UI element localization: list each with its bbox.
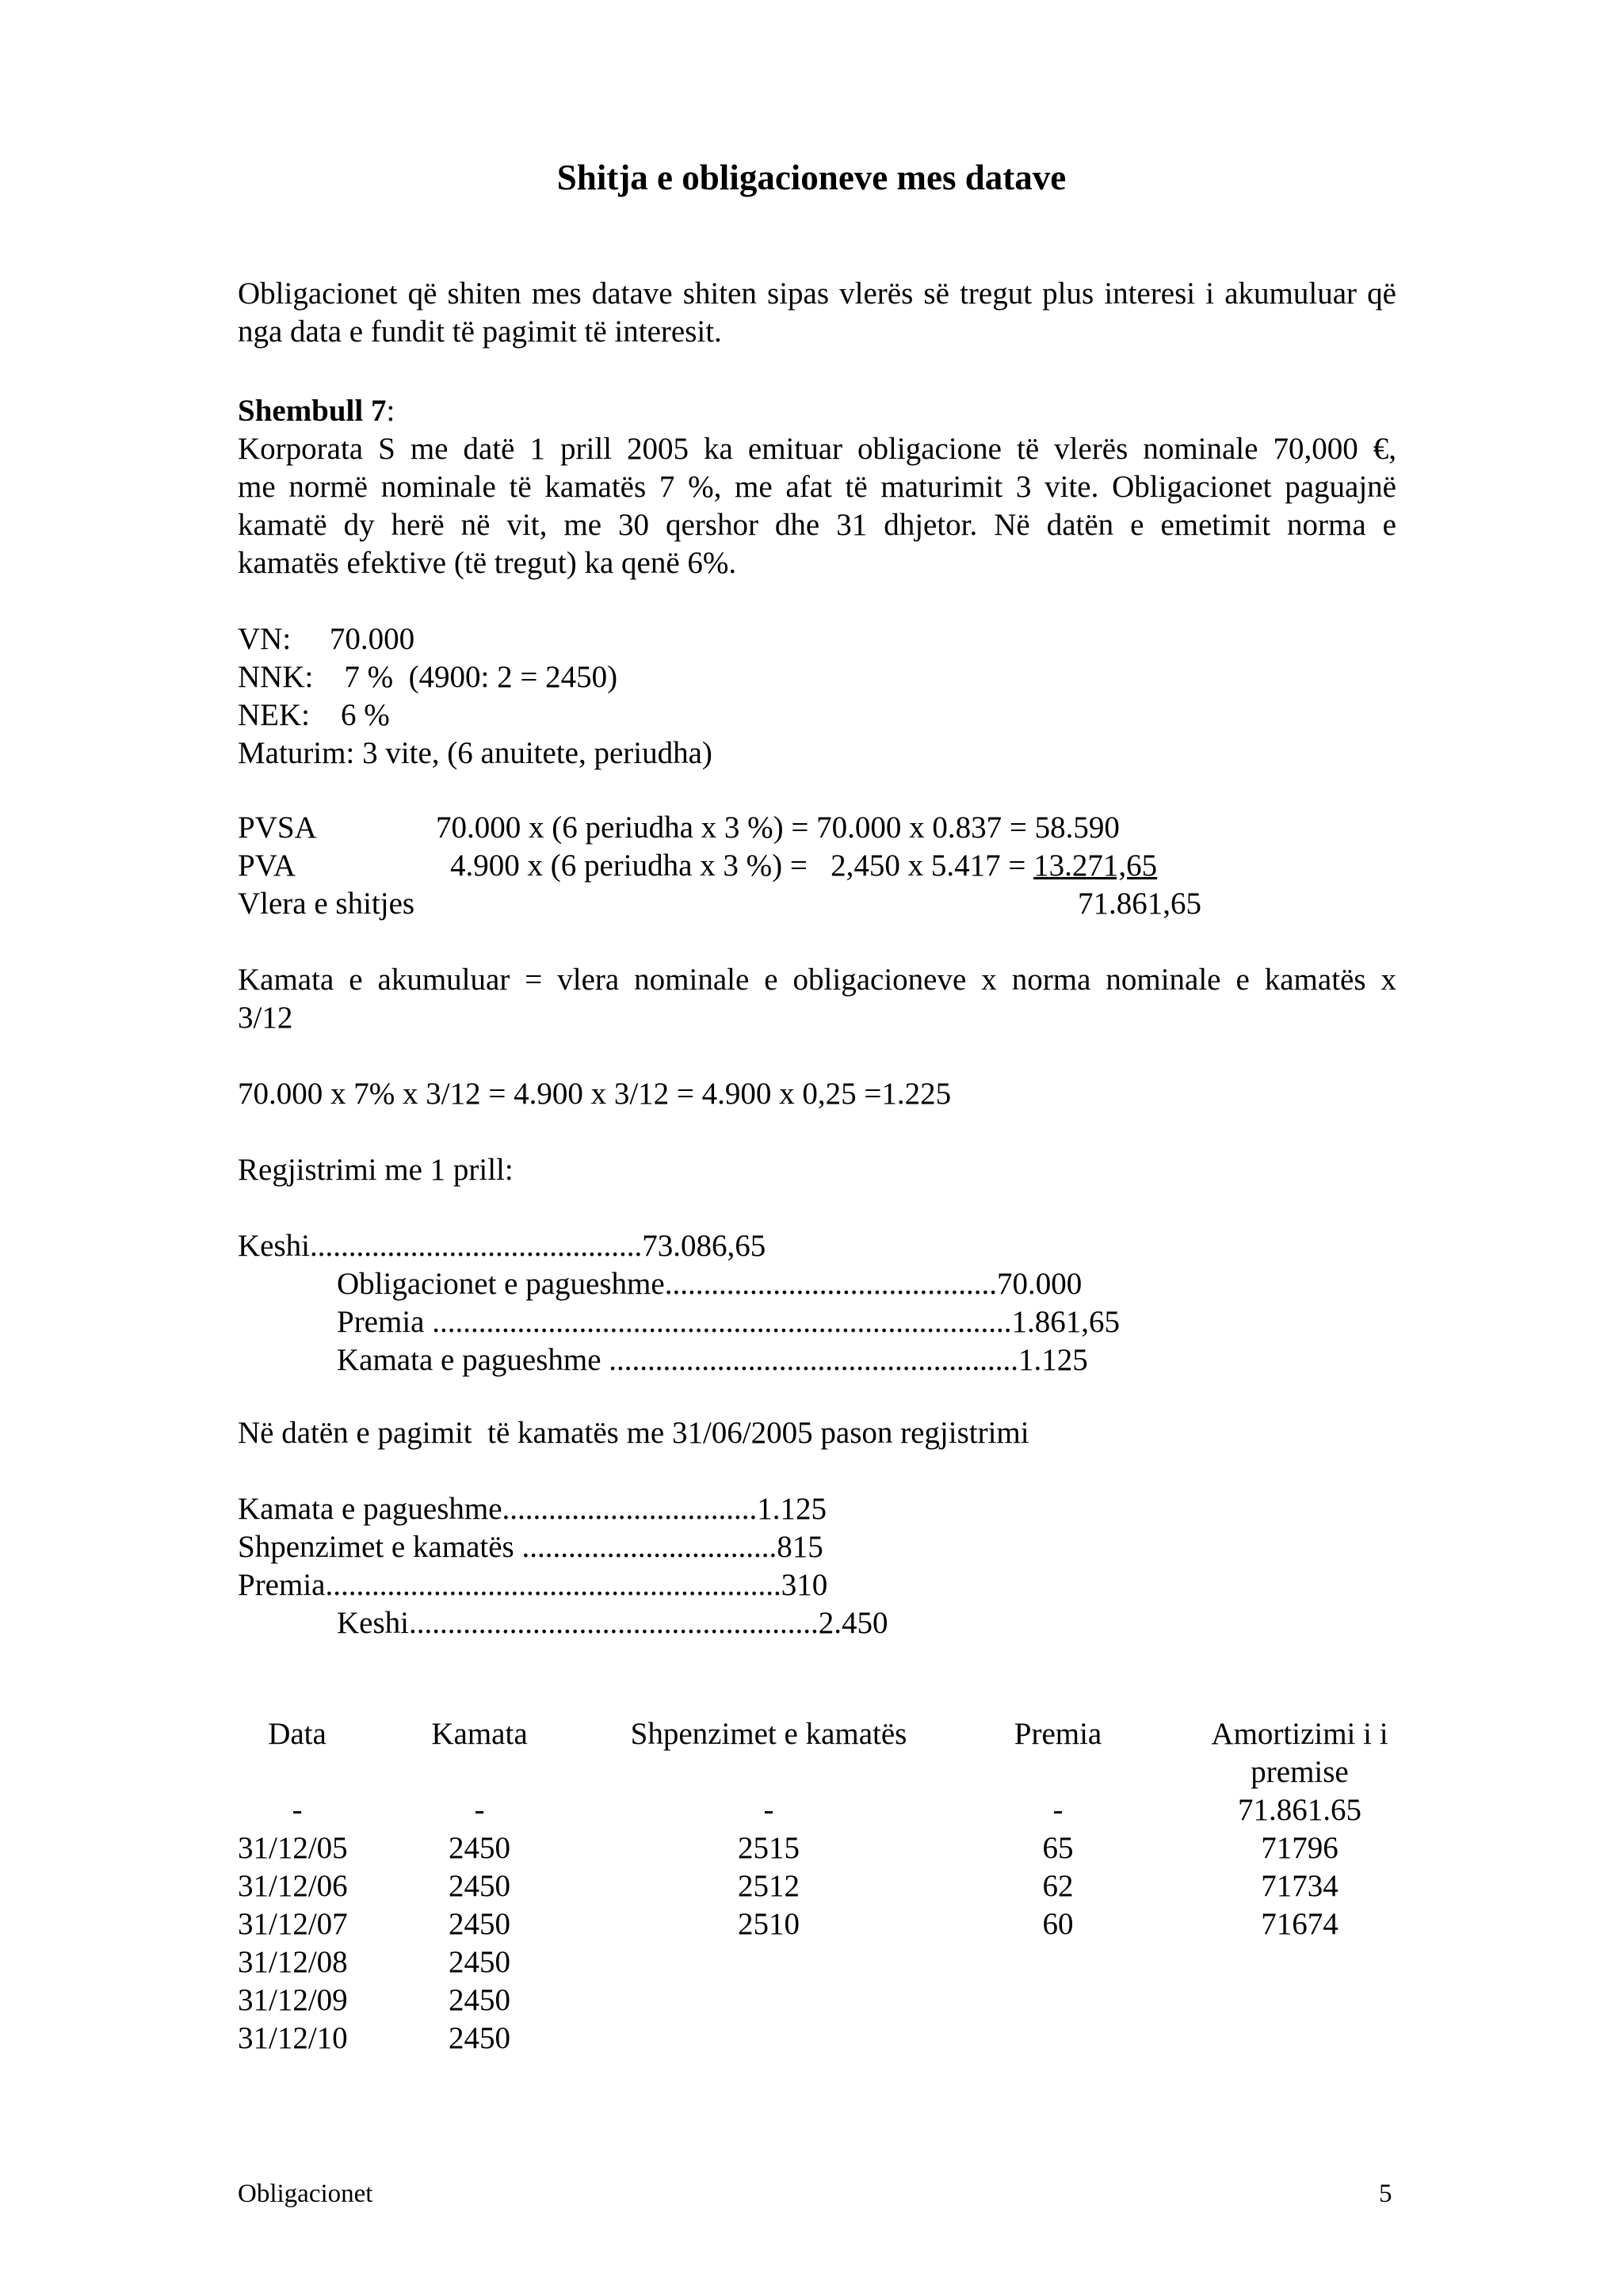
example-line-1: Korporata S me datë 1 prill 2005 ka emituar obligacione të vlerës nominale 70,000 €,: [238, 432, 1396, 466]
pvsa-label: PVSA: [238, 810, 317, 845]
pva-formula-text: 4.900 x (6 periudha x 3 %) = 2,450 x 5.417 =: [450, 849, 1034, 883]
example-heading: [238, 392, 395, 430]
sale-value: 71.861,65: [1078, 887, 1201, 921]
table-cell-kamata: 2450: [449, 1983, 510, 2017]
table-header-kamata: Kamata: [431, 1717, 528, 1751]
table-cell-shpenzimet: 2510: [738, 1907, 800, 1941]
table-cell-kamata: 2450: [449, 1907, 510, 1941]
table-cell-date: 31/12/10: [238, 2021, 348, 2055]
page-title: Shitja e obligacioneve mes datave: [556, 158, 1067, 197]
intro-paragraph: Obligacionet që shiten mes datave shiten sipas vlerës së tregut plus interesi i akumuluar që nga data e fundit të pagimit të interesit.: [238, 277, 1396, 349]
example-line-2: me normë nominale të kamatës 7 %, me afat të maturimit 3 vite. Obligacionet paguajnë: [238, 470, 1396, 504]
given-nek: NEK: 6 %: [238, 698, 390, 732]
table-cell-premia: 62: [1042, 1869, 1074, 1903]
table-cell-kamata: 2450: [449, 1869, 510, 1903]
entry1-heading: Regjistrimi me 1 prill:: [238, 1153, 514, 1187]
table-cell-shpenzimet: 2515: [738, 1831, 800, 1865]
table-cell-kamata: 2450: [449, 1945, 510, 1979]
table-cell-premia: -: [1052, 1793, 1064, 1827]
table-cell-amortizimi: 71796: [1261, 1831, 1338, 1865]
entry1-credit-interest: Kamata e pagueshme .....................................................1.125: [337, 1343, 1088, 1377]
entry2-heading: Në datën e pagimit të kamatës me 31/06/2005 pason regjistrimi: [238, 1416, 1029, 1450]
table-cell-kamata: -: [474, 1793, 485, 1827]
table-cell-amortizimi: 71.861.65: [1238, 1793, 1361, 1827]
pvsa-formula: 70.000 x (6 periudha x 3 %) = 70.000 x 0.837 = 58.590: [436, 810, 1120, 845]
table-cell-date: 31/12/06: [238, 1869, 348, 1903]
table-header-premia: Premia: [1014, 1717, 1102, 1751]
example-line-4: kamatës efektive (të tregut) ka qenë 6%.: [238, 546, 737, 580]
table-cell-date: 31/12/09: [238, 1983, 348, 2017]
given-maturity: Maturim: 3 vite, (6 anuitete, periudha): [238, 736, 712, 770]
table-cell-kamata: 2450: [449, 1831, 510, 1865]
table-cell-date: -: [292, 1793, 303, 1827]
pva-formula: [450, 847, 1157, 885]
table-cell-kamata: 2450: [449, 2021, 510, 2055]
table-cell-shpenzimet: -: [763, 1793, 774, 1827]
footer-page-number: 5: [1379, 2180, 1392, 2208]
table-cell-premia: 60: [1042, 1907, 1074, 1941]
entry1-credit-bonds: Obligacionet e pagueshme...........................................70.000: [337, 1267, 1083, 1301]
table-header-data: Data: [268, 1717, 327, 1751]
table-cell-premia: 65: [1042, 1831, 1074, 1865]
entry1-credit-premium: Premia ...........................................................................1.861,65: [337, 1305, 1120, 1339]
table-cell-date: 31/12/05: [238, 1831, 348, 1865]
entry2-debit-interest-expense: Shpenzimet e kamatës .................................815: [238, 1530, 823, 1564]
example-heading-label: Shembull 7: [238, 394, 387, 428]
table-cell-amortizimi: 71674: [1261, 1907, 1338, 1941]
footer-section-title: Obligacionet: [238, 2180, 373, 2208]
accrued-interest-line-1: Kamata e akumuluar = vlera nominale e obligacioneve x norma nominale e kamatës x: [238, 963, 1396, 997]
entry2-debit-premium: Premia...........................................................310: [238, 1568, 828, 1602]
entry2-debit-interest-payable: Kamata e pagueshme.................................1.125: [238, 1492, 827, 1526]
table-cell-date: 31/12/07: [238, 1907, 348, 1941]
table-cell-date: 31/12/08: [238, 1945, 348, 1979]
table-cell-shpenzimet: 2512: [738, 1869, 800, 1903]
given-vn: VN: 70.000: [238, 622, 415, 656]
entry2-credit-cash: Keshi.....................................................2.450: [337, 1606, 888, 1640]
entry1-debit-cash: Keshi...........................................73.086,65: [238, 1229, 766, 1263]
sale-value-label: Vlera e shitjes: [238, 887, 415, 921]
table-cell-amortizimi: 71734: [1261, 1869, 1338, 1903]
accrued-interest-line-2: 3/12: [238, 1001, 293, 1035]
table-header-amortizimi-cont: premise: [1251, 1755, 1349, 1789]
example-heading-colon: :: [386, 394, 395, 428]
example-line-3: kamatë dy herë në vit, me 30 qershor dhe 31 dhjetor. Në datën e emetimit norma e: [238, 508, 1396, 542]
given-nnk: NNK: 7 % (4900: 2 = 2450): [238, 660, 618, 694]
table-header-amortizimi: Amortizimi i i: [1211, 1717, 1388, 1751]
table-header-shpenzimet: Shpenzimet e kamatës: [630, 1717, 907, 1751]
pva-result: 13.271,65: [1033, 849, 1158, 883]
accrued-calculation: 70.000 x 7% x 3/12 = 4.900 x 3/12 = 4.900 x 0,25 =1.225: [238, 1077, 952, 1111]
pva-label: PVA: [238, 849, 296, 883]
